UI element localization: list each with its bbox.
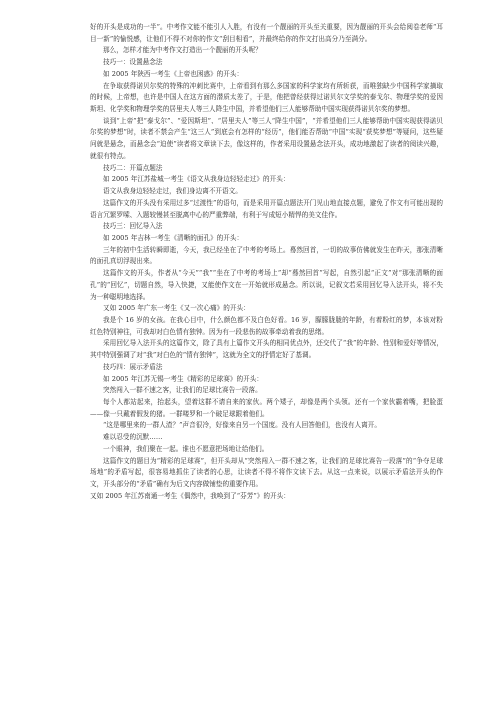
paragraph: 采用回忆导入法开头的这篇作文，除了具有上篇作文开头的相同优点外，还交代了“我”的年龄、性别和爱好等情况，其中特别强调了对“我”对白色的“情有独钟”，这就为全文的抒情定好了基调。 (90, 339, 443, 360)
paragraph: 又如 2005 年江苏南通一考生《偶然中，我唤到了“芬芳”》的开头： (90, 491, 290, 500)
paragraph: 三年的初中生活转瞬即逝，今天，我已经坐在了中考的考场上。蓦然回首，一切的故事仿佛就发生在昨天，那张清晰的面孔真切浮现出来。 (90, 245, 443, 266)
paragraph: 好的开头是成功的一半”。中考作文能不能引人入胜，有没有一个靓丽的开头至关重要，因为靓丽的开头会给阅卷老师“耳目一新”的愉悦感，让他们不得不对你的作文“刮目相看”，并最终给你的作文打出高分乃至满分。 (90, 23, 443, 43)
paragraph: 又如 2005 年广东一考生《又一次心痛》的开头： (103, 304, 250, 313)
paragraph: 这篇作文的开头没有采用过多“过渡性”的语句，而是采用开篇点题法开门见山地直接点题，避免了作文有可能出现的语言冗繁罗嗦、入题较慢甚至脱离中心的严重弊端，有利于写成短小精悍的美文佳作。 (90, 198, 443, 219)
paragraph: 如 2005 年江苏盐城一考生《语文从我身边轻轻走过》的开头： (103, 175, 290, 184)
paragraph: 那么，怎样才能为中考作文打造出一个靓丽的开头呢？ (103, 46, 262, 55)
paragraph: 一个眼神，我们聚在一起。谁也不愿意把场地让给他们。 (103, 444, 269, 453)
paragraph: 我是个 16 岁的女孩。在我心目中，什么颜色都不及白色好看。16 岁，朦朦胧胧的年龄，有着粉红的梦，本该对粉红色特别神往，可我却对白色情有独钟。因为有一段悲伤的故事牵动着我的思绪。 (90, 315, 443, 336)
paragraph: 技巧二：开篇点题法 (103, 163, 163, 172)
paragraph: 如 2005 年吉林一考生《清晰的面孔》的开头： (103, 233, 244, 242)
paragraph: 这篇作文的题目为“精彩的足球赛”，但开头却从“突然闯入一群不速之客，让我们的足球比赛告一段落”的“争夺足球场地”的矛盾写起，很容易地抓住了读者的心思，让读者不得不将作文读下去。从这一点来说，以展示矛盾法开头的作文，开头部分的“矛盾”确有为后文内容做铺垫的重要作用。 (90, 456, 443, 489)
paragraph: 语文从我身边轻轻走过，我们身边离不开语文。 (103, 187, 242, 196)
document-body (90, 22, 443, 502)
paragraph: 这篇作文的开头，作者从“今天”“我”“坐在了中考的考场上”却“蓦然回首”写起，自然引起“正文”对“那张清晰的面孔”的“回忆”，切题自然，导入快捷，又能使作文在一开始就形成悬念。所以说，记叙文若采用回忆导入法开头，将不失为一种聪明地选择。 (90, 269, 443, 301)
paragraph: 如 2005 年江苏无锡一考生《精彩的足球赛》的开头： (103, 374, 263, 383)
paragraph: 突然闯入一群不速之客，让我们的足球比赛告一段落。 (103, 386, 262, 395)
paragraph: 难以忍受的沉默…… (103, 433, 163, 442)
paragraph: 技巧三：回忆导入法 (103, 222, 163, 231)
paragraph: “这是哪里来的一群人渣？”声音很冷，好像来自另一个国度。没有人回答他们，也没有人离开。 (103, 421, 381, 430)
paragraph: 在争取获得诺贝尔奖的特殊的冲刺比赛中，上帝看到有那么多国家的科学家均有所斩获，而唯独缺少中国科学家摘取的时候，上帝想，也许是中国人在这方面的潜质太差了，于是，他把曾经获得过诺贝尔文学奖的泰戈尔、物理学奖的爱因斯坦、化学奖和物理学奖的居里夫人等三人降生中国，并希望他们三人能够帮助中国实现获得诺贝尔奖的梦想。 (90, 81, 443, 114)
paragraph: 每个人都站起来，抬起头，望着这群不请自来的家伙。两个矮子，却像是两个头领。还有一个家伙霸着嘴，把脸蛋——像一只戴着假发的猪。一群喽罗和一个破足球跟着他们。 (90, 398, 443, 418)
paragraph: 如 2005 年陕西一考生《上帝也困惑》的开头： (103, 69, 244, 78)
paragraph: 技巧四：展示矛盾法 (103, 362, 163, 371)
paragraph: 谈到“上帝”把“泰戈尔”、“爱因斯坦”、“居里夫人”等三人“降生中国”，“并希望他们三人能够帮助中国实现获得诺贝尔奖的梦想”时，读者不禁会产生“这三人”到底会有怎样的“经历”，他们能否帮助“中国”实现“获奖梦想”等疑问，这些疑问就是悬念，而悬念会“迫使”读者将文章读下去，像这样的，作者采用设置悬念法开头，成功地激起了读者的阅读兴趣，就很有特点。 (90, 116, 443, 160)
paragraph: 技巧一：设置悬念法 (103, 58, 163, 67)
